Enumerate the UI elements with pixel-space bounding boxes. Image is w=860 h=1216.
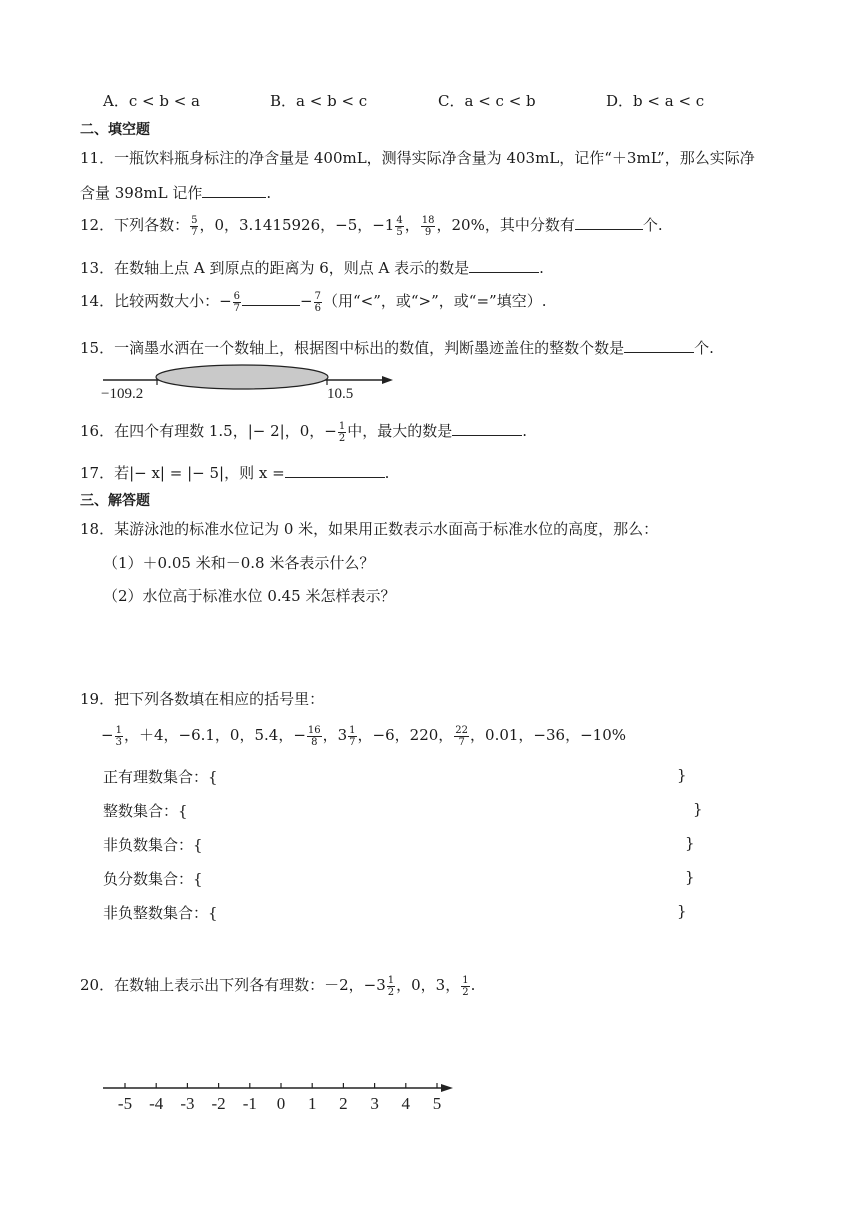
q14-prefix: 14．比较两数大小：− [80,292,232,310]
q20-fraction-1-2-a: $\frac{1}{2}$ [387,974,395,998]
q20-mid: ，0，3， [396,976,461,994]
q15-right-label: 10.5 [327,386,354,402]
q17 [80,462,389,483]
q20-tick-label: -2 [211,1094,226,1113]
q18-sub1: （1）＋0.05 米和－0.8 米各表示什么？ [103,554,375,572]
q13-answer-blank[interactable] [469,258,539,273]
q19-set-positive-rational-label: 正有理数集合：{ [103,768,218,786]
section-heading-fill-in: 二、填空题 [80,122,150,138]
q20-tick-label: -1 [242,1094,257,1113]
q20-axis-arrow [441,1084,453,1092]
q18-sub2: （2）水位高于标准水位 0.45 米怎样表示？ [103,587,396,605]
q14-fraction-6-7: $\frac{6}{7}$ [233,290,241,314]
q20-fraction-1-2-b: $\frac{1}{2}$ [462,974,469,998]
q20-tick-label: -3 [180,1094,195,1113]
q15 [80,337,714,358]
q13-text: 13．在数轴上点 A 到原点的距离为 6，则点 A 表示的数是 [80,259,470,277]
q10-option-d: D．b < a < c [606,92,705,110]
q10-option-a: A．c < b < a [103,92,200,110]
q11-end: . [266,184,272,202]
q16-suffix: 中，最大的数是 [347,422,453,440]
q19-numbers [101,724,626,748]
q19-fraction-16-8: $\frac{16}{8}$ [307,724,321,748]
q19-part2: ，3 [322,726,348,744]
q20-tick-label: -4 [149,1094,164,1113]
q15-ink-blot [156,365,328,389]
q11-line2 [80,182,271,203]
q17-answer-blank[interactable] [285,463,385,478]
q12-mid2: ， [404,216,420,234]
q17-end: . [384,464,390,482]
q20-end: . [470,976,476,994]
q17-text: 17．若|− x| = |− 5|，则 x = [80,464,285,482]
q20-tick-label: 2 [339,1094,348,1113]
q12-end: 个. [642,216,663,234]
q12 [80,214,663,238]
q19-part3: ，−6，220， [357,726,454,744]
q20-tick-label: 1 [307,1094,317,1113]
q19-part4: ，0.01，−36，−10% [470,726,626,744]
q20-tick-label: 5 [432,1094,442,1113]
q12-fraction-4-5: $\frac{4}{5}$ [396,214,403,238]
q20-prefix: 20．在数轴上表示出下列各有理数：－2，−3 [80,976,386,994]
q12-suffix: ，20%，其中分数有 [436,216,575,234]
q16-answer-blank[interactable] [452,421,522,436]
q19-fraction-22-7: $\frac{22}{7}$ [455,724,469,748]
q14-mid: − [300,292,313,310]
q20-number-line [95,1076,465,1116]
q10-option-c: C．a < c < b [438,92,536,110]
q20-tick-label: -5 [117,1094,133,1113]
q18-text: 18．某游泳池的标准水位记为 0 米，如果用正数表示水面高于标准水位的高度，那么： [80,520,659,538]
q14 [80,290,546,314]
q20-tick-label: 4 [401,1094,411,1113]
q20-tick-label: 3 [370,1094,379,1113]
q15-axis-arrow [382,376,393,384]
q12-fraction-5-7: $\frac{5}{7}$ [191,214,198,238]
q15-answer-blank[interactable] [624,338,694,353]
q12-fraction-18-9: $\frac{18}{9}$ [421,214,435,238]
q20-tick-label: 0 [276,1094,286,1113]
q10-option-b: B．a < b < c [270,92,368,110]
q14-answer-blank[interactable] [242,291,300,306]
q11-answer-blank[interactable] [202,183,266,198]
q16-end: . [522,422,527,440]
q19-part1: ，＋4，−6.1，0，5.4，− [123,726,306,744]
q19-fraction-1-3: $\frac{1}{3}$ [115,724,122,748]
q16-prefix: 16．在四个有理数 1.5，|− 2|，0，− [80,422,337,440]
q19-set-integer-label: 整数集合：{ [103,802,188,820]
q19-text: 19．把下列各数填在相应的括号里： [80,690,325,708]
q19-set-negative-fraction-label: 负分数集合：{ [103,870,203,888]
section-heading-solutions: 三、解答题 [80,493,150,509]
q16-fraction-1-2: $\frac{1}{2}$ [338,420,346,444]
q16 [80,420,527,444]
q13-end: . [539,259,544,277]
q19-set-nonnegative-integer-label: 非负整数集合：{ [103,904,218,922]
q15-end: 个. [694,339,714,357]
q19-set-negative-fraction-close: } [685,868,695,886]
q11-line1: 11．一瓶饮料瓶身标注的净含量是 400mL，测得实际净含量为 403mL，记作“＋3mL”，那么实际净 [80,149,755,167]
q19-set-positive-rational-close: } [677,766,687,784]
q14-fraction-7-6: $\frac{7}{6}$ [314,290,321,314]
q12-answer-blank[interactable] [575,215,643,230]
q19-set-integer-close: } [693,800,703,818]
q14-suffix: （用“<”，或“>”，或“=”填空）. [322,292,547,310]
q11-text: 含量 398mL 记作 [80,184,203,202]
q19-fraction-1-7: $\frac{1}{7}$ [349,724,356,748]
q20 [80,974,475,998]
q13 [80,257,544,278]
q19-set-nonnegative-label: 非负数集合：{ [103,836,203,854]
q12-prefix: 12．下列各数： [80,216,190,234]
q12-mid1: ，0，3.1415926，−5，−1 [199,216,395,234]
q15-ink-number-line [95,364,400,404]
q19-neg: − [101,726,114,744]
q19-set-nonnegative-integer-close: } [677,902,687,920]
q19-set-nonnegative-close: } [685,834,695,852]
q15-left-label: −109.2 [101,386,144,402]
q15-text: 15．一滴墨水洒在一个数轴上，根据图中标出的数值，判断墨迹盖住的整数个数是 [80,339,625,357]
